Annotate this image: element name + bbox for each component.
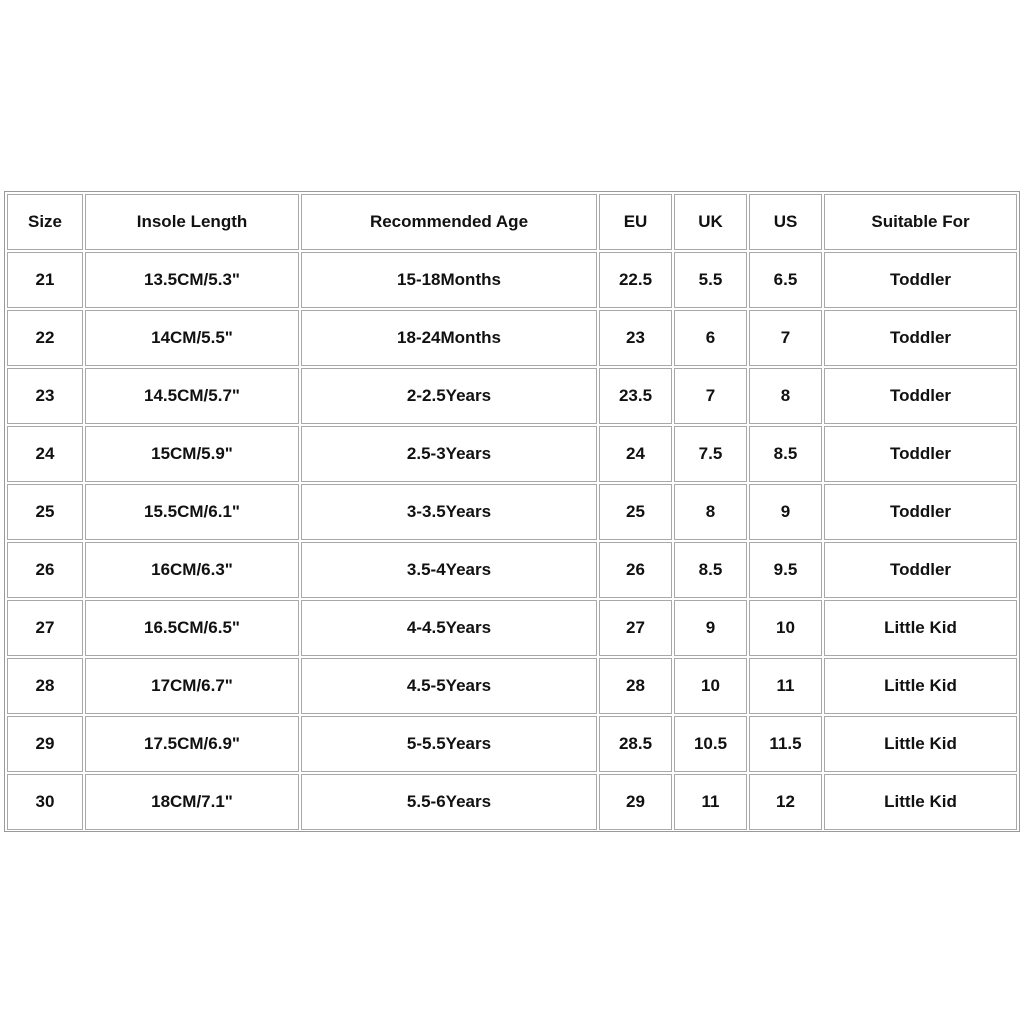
cell-recommended-age: 4-4.5Years	[301, 600, 597, 656]
cell-uk: 7	[674, 368, 747, 424]
cell-uk: 6	[674, 310, 747, 366]
cell-uk: 10	[674, 658, 747, 714]
cell-eu: 27	[599, 600, 672, 656]
cell-recommended-age: 5-5.5Years	[301, 716, 597, 772]
cell-eu: 23	[599, 310, 672, 366]
cell-insole-length: 15CM/5.9"	[85, 426, 299, 482]
cell-size: 25	[7, 484, 83, 540]
column-header-uk: UK	[674, 194, 747, 250]
column-header-insole-length: Insole Length	[85, 194, 299, 250]
cell-us: 11	[749, 658, 822, 714]
table-row	[7, 310, 1017, 366]
table-row	[7, 368, 1017, 424]
cell-insole-length: 18CM/7.1"	[85, 774, 299, 830]
cell-size: 30	[7, 774, 83, 830]
table-row	[7, 484, 1017, 540]
cell-uk: 8	[674, 484, 747, 540]
cell-eu: 22.5	[599, 252, 672, 308]
table-row	[7, 658, 1017, 714]
cell-insole-length: 13.5CM/5.3"	[85, 252, 299, 308]
column-header-suitable-for: Suitable For	[824, 194, 1017, 250]
cell-us: 11.5	[749, 716, 822, 772]
cell-recommended-age: 2-2.5Years	[301, 368, 597, 424]
table-body	[7, 252, 1017, 830]
cell-size: 21	[7, 252, 83, 308]
cell-suitable-for: Little Kid	[824, 600, 1017, 656]
cell-eu: 28	[599, 658, 672, 714]
cell-eu: 25	[599, 484, 672, 540]
cell-insole-length: 14.5CM/5.7"	[85, 368, 299, 424]
cell-us: 10	[749, 600, 822, 656]
cell-eu: 23.5	[599, 368, 672, 424]
cell-suitable-for: Toddler	[824, 484, 1017, 540]
cell-size: 28	[7, 658, 83, 714]
cell-us: 12	[749, 774, 822, 830]
table-row	[7, 426, 1017, 482]
cell-suitable-for: Toddler	[824, 542, 1017, 598]
column-header-recommended-age: Recommended Age	[301, 194, 597, 250]
cell-suitable-for: Little Kid	[824, 716, 1017, 772]
cell-recommended-age: 4.5-5Years	[301, 658, 597, 714]
cell-insole-length: 14CM/5.5"	[85, 310, 299, 366]
cell-size: 23	[7, 368, 83, 424]
cell-recommended-age: 18-24Months	[301, 310, 597, 366]
cell-suitable-for: Little Kid	[824, 658, 1017, 714]
table-header-row	[7, 194, 1017, 250]
table-row	[7, 252, 1017, 308]
cell-eu: 26	[599, 542, 672, 598]
cell-suitable-for: Toddler	[824, 426, 1017, 482]
cell-us: 8	[749, 368, 822, 424]
cell-insole-length: 16CM/6.3"	[85, 542, 299, 598]
cell-insole-length: 16.5CM/6.5"	[85, 600, 299, 656]
cell-size: 27	[7, 600, 83, 656]
cell-recommended-age: 5.5-6Years	[301, 774, 597, 830]
cell-uk: 7.5	[674, 426, 747, 482]
cell-suitable-for: Toddler	[824, 368, 1017, 424]
cell-suitable-for: Little Kid	[824, 774, 1017, 830]
cell-size: 24	[7, 426, 83, 482]
cell-eu: 24	[599, 426, 672, 482]
size-chart	[4, 191, 1020, 832]
size-table	[5, 192, 1019, 832]
column-header-size: Size	[7, 194, 83, 250]
cell-suitable-for: Toddler	[824, 252, 1017, 308]
cell-uk: 9	[674, 600, 747, 656]
cell-eu: 29	[599, 774, 672, 830]
cell-us: 9.5	[749, 542, 822, 598]
cell-size: 22	[7, 310, 83, 366]
cell-suitable-for: Toddler	[824, 310, 1017, 366]
table-row	[7, 542, 1017, 598]
cell-us: 9	[749, 484, 822, 540]
cell-recommended-age: 3.5-4Years	[301, 542, 597, 598]
cell-size: 26	[7, 542, 83, 598]
cell-recommended-age: 2.5-3Years	[301, 426, 597, 482]
cell-uk: 5.5	[674, 252, 747, 308]
cell-recommended-age: 3-3.5Years	[301, 484, 597, 540]
column-header-eu: EU	[599, 194, 672, 250]
cell-insole-length: 17CM/6.7"	[85, 658, 299, 714]
cell-us: 7	[749, 310, 822, 366]
table-row	[7, 716, 1017, 772]
table-row	[7, 600, 1017, 656]
cell-uk: 10.5	[674, 716, 747, 772]
cell-us: 6.5	[749, 252, 822, 308]
cell-insole-length: 15.5CM/6.1"	[85, 484, 299, 540]
cell-uk: 8.5	[674, 542, 747, 598]
column-header-us: US	[749, 194, 822, 250]
cell-us: 8.5	[749, 426, 822, 482]
cell-recommended-age: 15-18Months	[301, 252, 597, 308]
cell-eu: 28.5	[599, 716, 672, 772]
cell-uk: 11	[674, 774, 747, 830]
table-row	[7, 774, 1017, 830]
cell-size: 29	[7, 716, 83, 772]
cell-insole-length: 17.5CM/6.9"	[85, 716, 299, 772]
